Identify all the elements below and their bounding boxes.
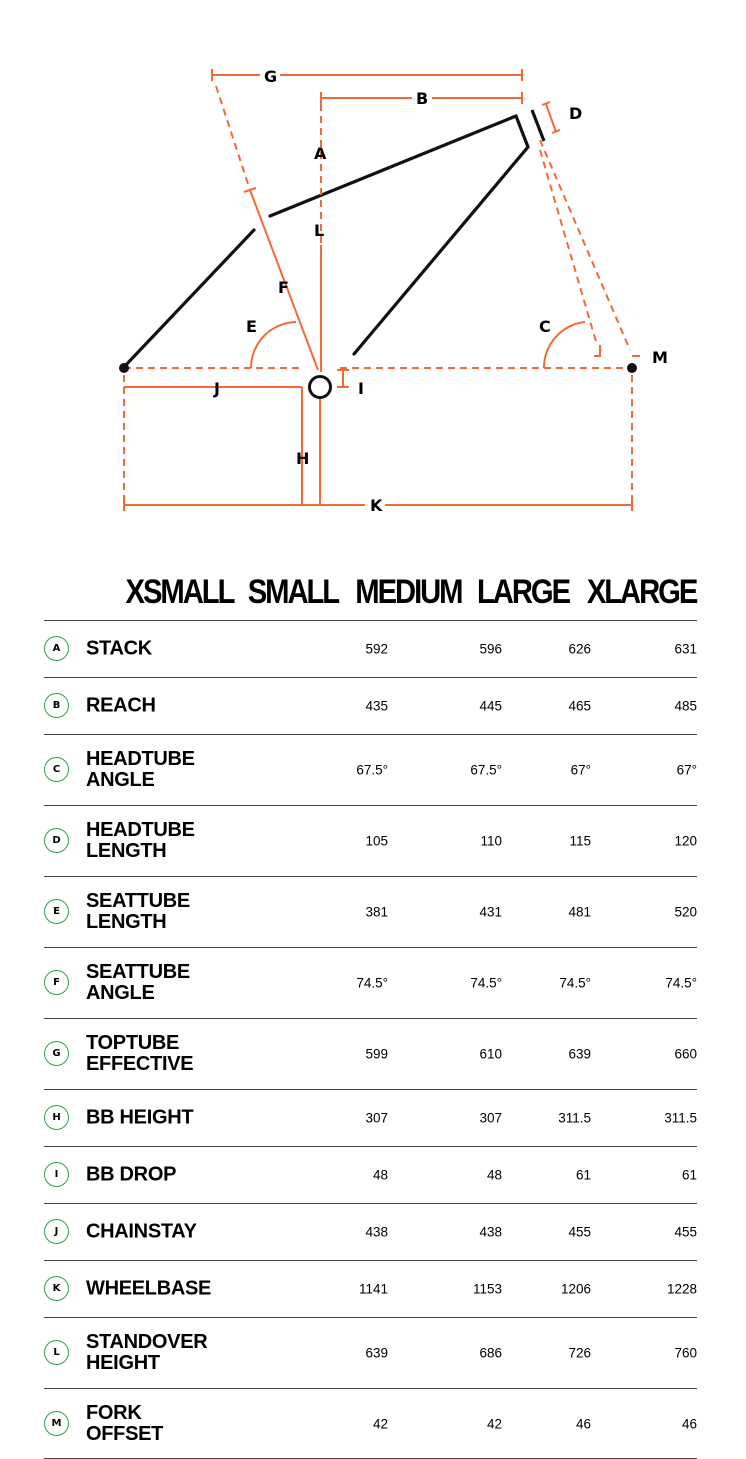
dimension-badge: E [44, 899, 69, 924]
dimension-badge: K [44, 1276, 69, 1301]
table-row [44, 678, 697, 735]
value-cell: 105 [365, 833, 388, 849]
value-cell: 48 [486, 1167, 502, 1183]
table-row [44, 1019, 697, 1090]
dimension-badge: D [44, 828, 69, 853]
bottom-bracket [310, 377, 331, 398]
label-m: M [652, 348, 668, 367]
dimension-name: STANDOVER HEIGHT [86, 1331, 208, 1374]
d-line [546, 104, 556, 132]
value-cell: 307 [365, 1110, 388, 1126]
top-tube [270, 116, 516, 216]
value-cell: 435 [365, 698, 388, 714]
value-cell: 110 [480, 833, 502, 849]
size-header-large: LARGE [476, 573, 569, 611]
dimension-name: TOPTUBE EFFECTIVE [86, 1032, 194, 1075]
dimension-name: SEATTUBE LENGTH [86, 890, 190, 933]
table-row [44, 1090, 697, 1147]
size-header-medium: MEDIUM [355, 573, 462, 611]
value-cell: 631 [674, 641, 697, 657]
value-cell: 67° [570, 762, 591, 778]
label-c: C [539, 317, 551, 336]
dimension-badge: J [44, 1219, 69, 1244]
value-cell: 726 [568, 1345, 591, 1361]
head-dashed-1 [540, 150, 597, 345]
dimension-name: STACK [86, 637, 152, 660]
label-k: K [370, 496, 383, 515]
value-cell: 74.5° [356, 975, 388, 991]
value-cell: 465 [568, 698, 591, 714]
e-arc [251, 322, 296, 368]
label-e: E [246, 317, 257, 336]
value-cell: 639 [568, 1046, 591, 1062]
dimension-name: BB HEIGHT [86, 1106, 194, 1129]
table-row [44, 1204, 697, 1261]
dimension-badge: A [44, 636, 69, 661]
value-cell: 431 [479, 904, 502, 920]
value-cell: 42 [372, 1416, 388, 1431]
value-cell: 592 [365, 641, 388, 657]
value-cell: 760 [674, 1345, 697, 1361]
value-cell: 67.5° [470, 762, 502, 778]
table-row [44, 806, 697, 877]
head-tube [516, 116, 528, 147]
seat-stay [124, 230, 254, 367]
value-cell: 686 [479, 1345, 502, 1361]
dimension-name: REACH [86, 694, 156, 717]
value-cell: 42 [486, 1416, 502, 1431]
table-row [44, 1389, 697, 1459]
size-header-xsmall: XSMALL [125, 573, 234, 611]
value-cell: 626 [568, 641, 591, 657]
dimension-name: CHAINSTAY [86, 1220, 197, 1243]
value-cell: 61 [575, 1167, 591, 1183]
value-cell: 455 [674, 1224, 697, 1240]
dimension-lines [124, 69, 640, 511]
dimension-badge: M [44, 1411, 69, 1436]
value-cell: 610 [479, 1046, 502, 1062]
dimension-name: BB DROP [86, 1163, 177, 1186]
table-row [44, 735, 697, 806]
value-cell: 481 [568, 904, 591, 920]
dimension-badge: L [44, 1340, 69, 1365]
dimension-name: FORK OFFSET [86, 1401, 164, 1445]
head-dashed-2 [540, 140, 630, 350]
value-cell: 660 [674, 1046, 697, 1062]
value-cell: 48 [372, 1167, 388, 1183]
table-row [44, 877, 697, 948]
value-cell: 596 [479, 641, 502, 657]
value-cell: 599 [365, 1046, 388, 1062]
table-row [44, 1318, 697, 1389]
value-cell: 46 [575, 1416, 591, 1431]
dimension-badge: H [44, 1105, 69, 1130]
label-d: D [569, 104, 583, 123]
front-axle-dot [627, 363, 637, 373]
size-header [108, 568, 696, 612]
dimension-name: SEATTUBE ANGLE [86, 961, 190, 1004]
size-header-small: SMALL [247, 573, 339, 611]
size-header-xlarge: XLARGE [586, 573, 696, 611]
value-cell: 1228 [666, 1281, 697, 1297]
value-cell: 520 [674, 904, 697, 920]
value-cell: 74.5° [665, 975, 697, 991]
value-cell: 1153 [472, 1281, 502, 1297]
label-j: J [214, 379, 220, 398]
table-row [44, 621, 697, 678]
value-cell: 67° [676, 762, 697, 778]
head-tube-length-marker-1 [532, 110, 544, 141]
label-h: H [296, 449, 310, 468]
value-cell: 1141 [358, 1281, 388, 1297]
dimension-badge: C [44, 757, 69, 782]
value-cell: 61 [681, 1167, 697, 1183]
value-cell: 120 [674, 833, 697, 849]
value-cell: 438 [479, 1224, 502, 1240]
dimension-badge: I [44, 1162, 69, 1187]
value-cell: 74.5° [559, 975, 591, 991]
value-cell: 46 [681, 1416, 697, 1431]
value-cell: 381 [365, 904, 388, 920]
label-i: I [358, 379, 364, 398]
value-cell: 438 [365, 1224, 388, 1240]
label-l: L [314, 221, 325, 240]
value-cell: 639 [365, 1345, 388, 1361]
value-cell: 1206 [560, 1281, 591, 1297]
value-cell: 445 [479, 698, 502, 714]
label-g: G [264, 67, 278, 86]
value-cell: 115 [569, 833, 591, 849]
seat-dashed [216, 86, 250, 190]
label-f: F [278, 278, 289, 297]
label-b: B [416, 89, 429, 108]
value-cell: 74.5° [470, 975, 502, 991]
geometry-diagram [0, 0, 746, 540]
value-cell: 307 [479, 1110, 502, 1126]
table-row [44, 1261, 697, 1318]
table-row [44, 948, 697, 1019]
geometry-table [44, 620, 697, 1459]
dimension-name: HEADTUBE ANGLE [86, 748, 195, 791]
value-cell: 67.5° [356, 762, 388, 778]
dimension-badge: F [44, 970, 69, 995]
dimension-badge: G [44, 1041, 69, 1066]
value-cell: 455 [568, 1224, 591, 1240]
dimension-name: WHEELBASE [86, 1277, 212, 1300]
down-tube [354, 147, 528, 354]
value-cell: 311.5 [664, 1110, 697, 1126]
dimension-name: HEADTUBE LENGTH [86, 819, 195, 862]
value-cell: 485 [674, 698, 697, 714]
value-cell: 311.5 [558, 1110, 591, 1126]
dimension-badge: B [44, 693, 69, 718]
rear-axle-dot [119, 363, 129, 373]
label-a: A [314, 144, 327, 163]
table-row [44, 1147, 697, 1204]
